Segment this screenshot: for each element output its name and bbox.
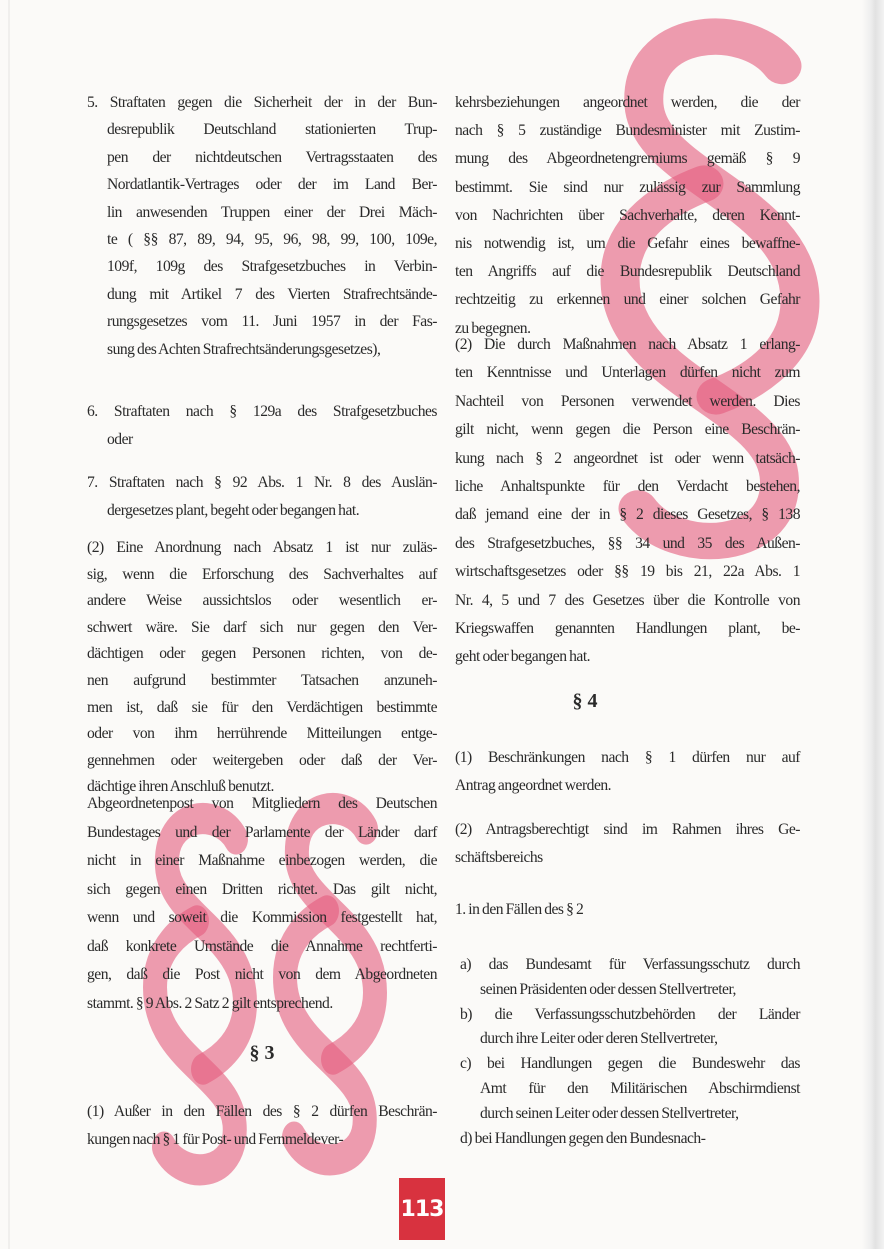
text-line: rechtzeitig zu erkennen und einer solchen Gefahr xyxy=(455,291,800,309)
list-item-6 xyxy=(87,398,437,454)
text-line: andere Weise aussichtslos oder wesentlich er- xyxy=(87,592,437,610)
text-line: sich gegen einen Dritten richtet. Das gilt nicht, xyxy=(87,880,437,898)
text-line: oder xyxy=(107,431,133,448)
text-line: durch seinen Leiter oder dessen Stellvertreter, xyxy=(480,1104,739,1122)
paragraph-2-absatz-2 xyxy=(87,535,437,801)
text-line: (2) Eine Anordnung nach Absatz 1 ist nur zuläs- xyxy=(87,539,437,556)
section-heading-4: § 4 xyxy=(572,690,598,712)
text-line: Bundestages und der Parlamente der Länder darf xyxy=(87,823,437,841)
paragraph-4-absatz-2 xyxy=(455,816,800,872)
sub-item-b xyxy=(460,1003,800,1053)
text-line: nach § 5 zuständige Bundesminister mit Zustim- xyxy=(455,122,800,140)
text-line: Abgeordnetenpost von Mitgliedern des Deutschen xyxy=(87,795,437,812)
text-line: sung des Achten Strafrechtsänderungsgesetzes), xyxy=(107,340,381,358)
text-line: nen aufgrund bestimmter Tatsachen anzuneh- xyxy=(87,671,437,689)
text-line: dächtige ihren Anschluß benutzt. xyxy=(87,778,274,796)
text-line: kehrsbeziehungen angeordnet werden, die der xyxy=(455,94,800,111)
sub-item-a xyxy=(460,953,800,1003)
text-line: 1. in den Fällen des § 2 xyxy=(455,901,584,918)
text-line: Nr. 4, 5 und 7 des Gesetzes über die Kontrolle von xyxy=(455,591,800,609)
text-line: 6. Straftaten nach § 129a des Strafgesetzbuches xyxy=(87,403,437,420)
text-line: bestimmt. Sie sind nur zulässig zur Sammlung xyxy=(455,178,800,196)
text-line: 5. Straftaten gegen die Sicherheit der in der Bun- xyxy=(87,94,437,111)
text-line: Antrag angeordnet werden. xyxy=(455,776,612,794)
text-line: 7. Straftaten nach § 92 Abs. 1 Nr. 8 des Auslän- xyxy=(87,474,437,491)
text-line: d) bei Handlungen gegen den Bundesnach- xyxy=(460,1129,706,1147)
text-line: Nachteil von Personen verwendet werden. Dies xyxy=(455,392,800,410)
text-line: wenn und soweit die Kommission festgestellt hat, xyxy=(87,909,437,926)
text-line: nis notwendig ist, um die Gefahr eines bewaffne- xyxy=(455,234,800,252)
text-line: desrepublik Deutschland stationierten Trup- xyxy=(107,121,437,139)
sub-item-d xyxy=(460,1127,800,1152)
text-line: (2) Die durch Maßnahmen nach Absatz 1 erlang- xyxy=(455,336,800,353)
text-line: pen der nichtdeutschen Vertragsstaaten des xyxy=(107,148,437,166)
text-line: a) das Bundesamt für Verfassungsschutz durch xyxy=(460,956,800,973)
text-line: durch ihre Leiter oder deren Stellvertreter, xyxy=(480,1030,718,1048)
text-line: geht oder begangen hat. xyxy=(455,648,591,666)
text-line: mung des Abgeordnetengremiums gemäß § 9 xyxy=(455,150,800,168)
text-line: Kriegswaffen genannten Handlungen plant, be- xyxy=(455,619,800,637)
text-line: gen, daß die Post nicht von dem Abgeordneten xyxy=(87,966,437,983)
list-item-5 xyxy=(87,89,437,363)
paragraph-3-absatz-2 xyxy=(455,331,800,672)
text-line: ten Angriffs auf die Bundesrepublik Deutschland xyxy=(455,263,800,281)
text-line: dung mit Artikel 7 des Vierten Strafrechtsände- xyxy=(107,285,437,303)
text-line: seinen Präsidenten oder dessen Stellvertreter, xyxy=(480,980,736,998)
text-line: zu begegnen. xyxy=(455,319,531,337)
text-line: b) die Verfassungsschutzbehörden der Länder xyxy=(460,1005,800,1023)
paragraph-3-absatz-1 xyxy=(87,1098,437,1153)
text-line: 109f, 109g des Strafgesetzbuches in Verbin- xyxy=(107,258,437,276)
text-line: (1) Außer in den Fällen des § 2 dürfen Beschrän- xyxy=(87,1103,437,1120)
text-line: men ist, daß sie für den Verdächtigen bestimmte xyxy=(87,698,437,716)
text-line: (1) Beschränkungen nach § 1 dürfen nur auf xyxy=(455,749,800,766)
page-edge-shadow xyxy=(862,0,884,1249)
text-line: Nordatlantik-Vertrages oder der im Land Ber- xyxy=(107,176,437,194)
text-line: sig, wenn die Erforschung des Sachverhaltes auf xyxy=(87,565,437,583)
page-number: 113 xyxy=(399,1178,445,1240)
paragraph-3-continuation xyxy=(455,89,800,343)
text-line: (2) Antragsberechtigt sind im Rahmen ihres Ge- xyxy=(455,821,800,838)
list-item-1 xyxy=(455,896,800,924)
paragraph-4-absatz-1 xyxy=(455,744,800,799)
text-line: gennehmen oder weitergeben oder daß der Ver- xyxy=(87,751,437,769)
text-line: rungsgesetzes vom 11. Juni 1957 in der Fas- xyxy=(107,313,437,331)
list-item-7 xyxy=(87,469,437,524)
text-line: von Nachrichten über Sachverhalte, deren Kennt- xyxy=(455,206,800,224)
text-line: lin anwesenden Truppen einer der Drei Mäch- xyxy=(107,203,437,221)
text-line: daß jemand eine der in § 2 dieses Gesetzes, § 138 xyxy=(455,506,800,524)
text-line: c) bei Handlungen gegen die Bundeswehr das xyxy=(460,1055,800,1073)
section-heading-3: § 3 xyxy=(249,1042,275,1064)
text-line: liche Anhaltspunkte für den Verdacht bestehen, xyxy=(455,477,800,495)
text-line: Amt für den Militärischen Abschirmdienst xyxy=(480,1079,800,1097)
text-line: schwert wäre. Sie darf sich nur gegen den Ver- xyxy=(87,618,437,636)
text-line: kungen nach § 1 für Post- und Fernmeldever- xyxy=(87,1130,344,1148)
text-line: nicht in einer Maßnahme einbezogen werden, die xyxy=(87,852,437,869)
text-line: dächtigen oder gegen Personen richten, von de- xyxy=(87,645,437,663)
text-line: schäftsbereichs xyxy=(455,849,543,866)
page-gutter xyxy=(8,0,10,1249)
text-line: gilt nicht, wenn gegen die Person eine Beschrän- xyxy=(455,421,800,439)
text-line: ten Kenntnisse und Unterlagen dürfen nicht zum xyxy=(455,364,800,382)
sub-item-c xyxy=(460,1052,800,1126)
text-line: dergesetzes plant, begeht oder begangen hat. xyxy=(107,501,360,519)
text-line: des Strafgesetzbuches, §§ 34 und 35 des Außen- xyxy=(455,534,800,552)
text-line: te ( §§ 87, 89, 94, 95, 96, 98, 99, 100, 109e, xyxy=(107,230,437,248)
paragraph-abgeordnetenpost xyxy=(87,790,437,1018)
text-line: wirtschaftsgesetzes oder §§ 19 bis 21, 22a Abs. 1 xyxy=(455,563,800,581)
text-line: stammt. § 9 Abs. 2 Satz 2 gilt entsprechend. xyxy=(87,994,333,1012)
text-line: kung nach § 2 angeordnet ist oder wenn tatsäch- xyxy=(455,449,800,467)
text-line: oder von ihm herrührende Mitteilungen entge- xyxy=(87,725,437,743)
text-line: daß konkrete Umstände die Annahme rechtferti- xyxy=(87,937,437,955)
